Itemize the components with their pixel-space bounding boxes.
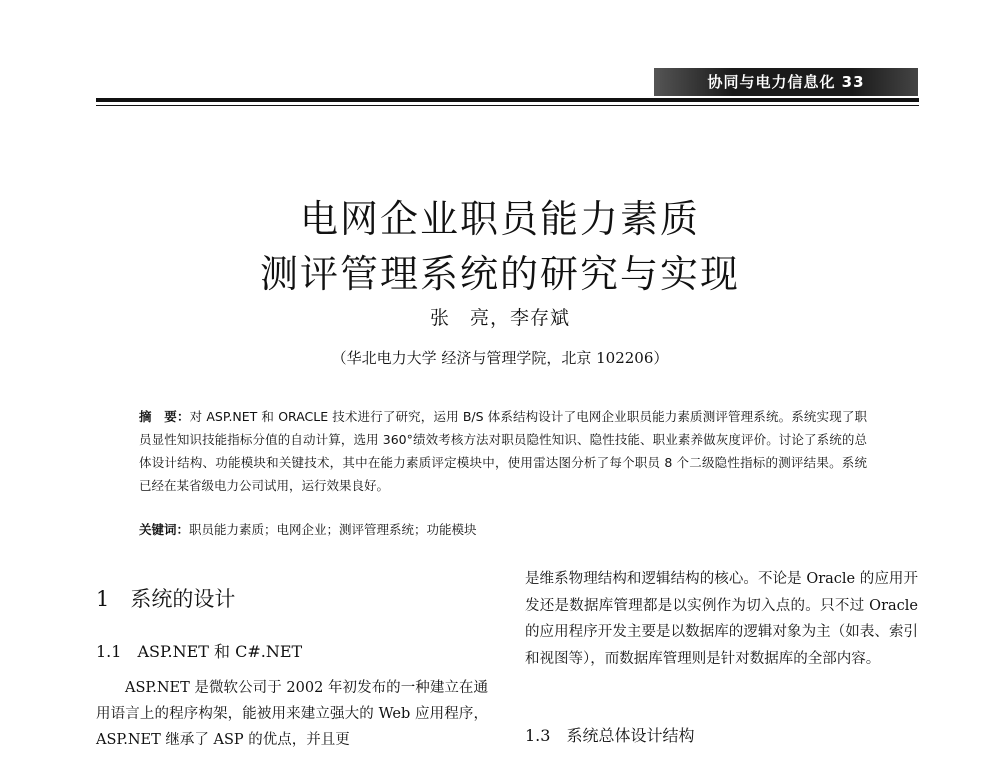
paper-title-line2: 测评管理系统的研究与实现: [259, 252, 740, 296]
keywords: [139, 518, 867, 541]
paper-authors: 张 亮，李存斌: [429, 307, 570, 329]
journal-name: 协同与电力信息化 33: [707, 73, 865, 91]
keywords-label: 关键词：: [139, 522, 190, 537]
left-column-paragraph: ASP.NET 是微软公司于 2002 年初发布的一种建立在通用语言上的程序构架，能被用来建立强大的 Web 应用程序，ASP.NET 继承了 ASP 的优点，并且更: [96, 680, 488, 748]
journal-header-badge: [654, 68, 918, 96]
right-column-paragraph: 是维系物理结构和逻辑结构的核心。不论是 Oracle 的应用开发还是数据库管理都是以实例作为切入点的。只不过 Oracle 的应用程序开发主要是以数据库的逻辑对象为主（如表、索引和视图等），而数据库管理则是针对数据库的全部内容。: [525, 571, 918, 667]
abstract: [139, 405, 867, 497]
header-rule-thin: [96, 105, 919, 106]
section-1-1-heading: 1.1 ASP.NET 和 C#.NET: [96, 642, 303, 661]
keywords-text: 职员能力素质；电网企业；测评管理系统；功能模块: [189, 522, 477, 537]
abstract-label: 摘 要：: [139, 409, 190, 424]
section-1-3-heading: 1.3 系统总体设计结构: [525, 726, 695, 745]
section-1-heading: 1 系统的设计: [96, 587, 236, 611]
paper-title-line1: 电网企业职员能力素质: [299, 197, 700, 241]
paper-affiliation: （华北电力大学 经济与管理学院，北京 102206）: [331, 349, 669, 367]
abstract-text: 对 ASP.NET 和 ORACLE 技术进行了研究，运用 B/S 体系结构设计了电网企业职员能力素质测评管理系统。系统实现了职员显性知识技能指标分值的自动计算，选用 360°绩效考核方法对职员隐性知识、隐性技能、职业素养做灰度评价。讨论了系统的总体设计结构、功能模块和关键技术，其中在能力素质评定模块中，使用雷达图分析了每个职员 8 个二级隐性指标的测评结果。系统已经在某省级电力公司试用，运行效果良好。: [139, 409, 867, 493]
header-rule-thick: [96, 98, 919, 102]
